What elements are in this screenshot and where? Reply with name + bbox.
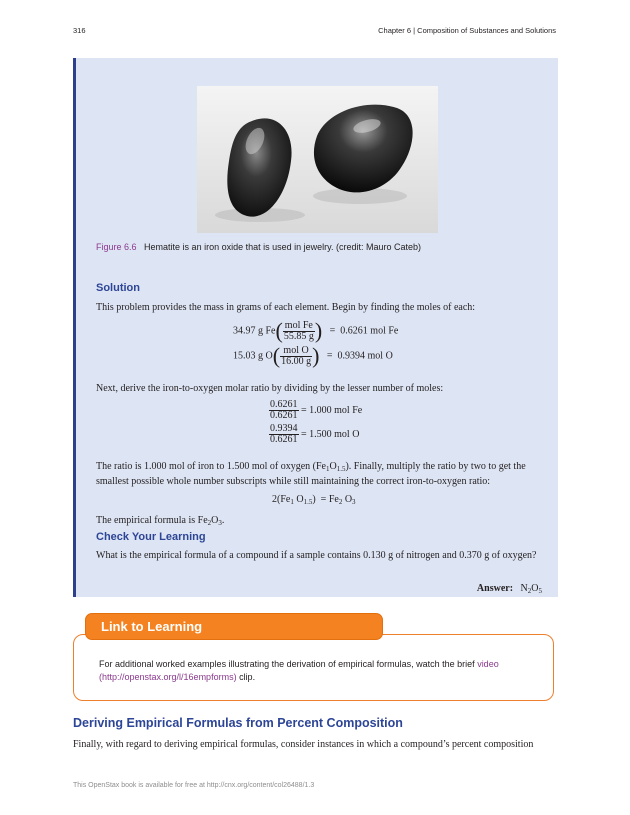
mult-rfe: Fe	[328, 494, 339, 505]
answer	[477, 581, 542, 596]
ratio1-num: 0.6261	[270, 399, 298, 410]
ratio-text-o: O	[329, 461, 337, 472]
equation-o-moles: 15.03 g O( $\frac{\text{mol O}}{16.00 g}$ ) = 0.9394 mol O	[233, 343, 393, 368]
mult-fe: Fe	[280, 494, 291, 505]
answer-n: N	[520, 583, 528, 594]
ratio-text-a: The ratio is 1.000 mol of iron to 1.500 mol of oxygen (Fe	[96, 461, 326, 472]
figure-caption-text: Hematite is an iron oxide that is used in jewelry. (credit: Mauro Cateb)	[144, 242, 421, 252]
ratio-intro: Next, derive the iron-to-oxygen molar ratio by dividing by the lesser number of moles:	[96, 383, 444, 394]
eq1-result: 0.6261 mol Fe	[340, 325, 399, 337]
empirical-sub1: 2	[207, 519, 212, 527]
section-heading: Deriving Empirical Formulas from Percent Composition	[73, 716, 403, 730]
mult-o-sub: 1.5	[303, 498, 313, 506]
ratio-paragraph	[96, 459, 542, 489]
footer-text: This OpenStax book is available for free at http://cnx.org/content/col26488/1.3	[73, 782, 315, 789]
ratio-fe: $\frac{0.6261}{0.6261}$ = 1.000 mol Fe	[270, 399, 363, 421]
equation-fe-moles: 34.97 g Fe( $\frac{\text{mol Fe}}{55.85 g}$ ) = 0.6261 mol Fe	[233, 318, 399, 343]
mult-ro: O	[344, 494, 353, 505]
ratio-text-b: ). Finally, multiply the ratio by two to get the smallest possible whole number subscripts while still maintaining the correct iron-to-oxygen ratio:	[96, 461, 526, 487]
link-to-learning-title: Link to Learning	[85, 613, 383, 640]
page-number: 316	[73, 26, 86, 35]
empirical-text: The empirical formula is Fe	[96, 515, 208, 526]
empirical-sub2: 3	[218, 519, 222, 527]
eq2-left: 15.03 g O	[233, 350, 273, 362]
ratio-sub2: 1.5	[336, 465, 346, 473]
figure-label: Figure 6.6	[96, 242, 137, 252]
eq1-left: 34.97 g Fe	[233, 325, 276, 337]
answer-sub2: 5	[538, 587, 542, 595]
hematite-photo	[197, 86, 438, 233]
example-box	[73, 58, 558, 597]
solution-heading: Solution	[96, 282, 140, 294]
answer-o: O	[531, 583, 539, 594]
mult-fe-sub: 1	[290, 498, 294, 506]
ratio-o: $\frac{0.9394}{0.6261}$ = 1.500 mol O	[270, 423, 360, 445]
eq2-result: 0.9394 mol O	[337, 350, 393, 362]
ratio2-den: 0.6261	[270, 434, 298, 445]
ltl-text	[99, 658, 539, 684]
link-to-learning-box	[73, 634, 554, 701]
empirical-o: O	[211, 515, 219, 526]
ratio2-result: 1.500 mol O	[309, 428, 360, 440]
ltl-text-end: clip.	[236, 672, 256, 682]
check-heading: Check Your Learning	[96, 531, 206, 543]
ratio1-result: 1.000 mol Fe	[309, 404, 363, 416]
mult-coef: 2	[272, 494, 277, 505]
ratio1-den: 0.6261	[270, 410, 298, 421]
ltl-text-body: For additional worked examples illustrating the derivation of empirical formulas, watch the brief	[99, 659, 478, 669]
ratio2-num: 0.9394	[270, 423, 298, 434]
section-intro: Finally, with regard to deriving empirical formulas, consider instances in which a compound’s percent composition	[73, 739, 534, 750]
figure-caption	[96, 242, 541, 252]
multiply-equation: $2(Fe_1$ $O_{1.5}) = Fe_2$ $O_3$	[272, 494, 356, 506]
mult-rfe-sub: 2	[338, 498, 343, 506]
answer-sub1: 2	[527, 587, 532, 595]
mult-ro-sub: 3	[352, 498, 356, 506]
check-question: What is the empirical formula of a compound if a sample contains 0.130 g of nitrogen and 0.370 g of oxygen?	[96, 550, 537, 561]
ratio-sub1: 1	[325, 465, 330, 473]
video-link[interactable]: video (http://openstax.org/l/16empforms)	[99, 659, 499, 682]
solution-intro: This problem provides the mass in grams of each element. Begin by finding the moles of each:	[96, 302, 476, 313]
empirical-end: .	[221, 515, 225, 526]
eq2-den: 16.00 g	[281, 355, 312, 367]
eq1-num: mol Fe	[284, 319, 313, 331]
answer-label: Answer:	[476, 583, 514, 594]
eq1-den: 55.85 g	[283, 330, 314, 342]
eq2-num: mol O	[280, 346, 312, 357]
empirical-formula-line	[96, 513, 224, 528]
chapter-title: Chapter 6 | Composition of Substances and Solutions	[378, 26, 556, 35]
mult-o: O	[296, 494, 304, 505]
